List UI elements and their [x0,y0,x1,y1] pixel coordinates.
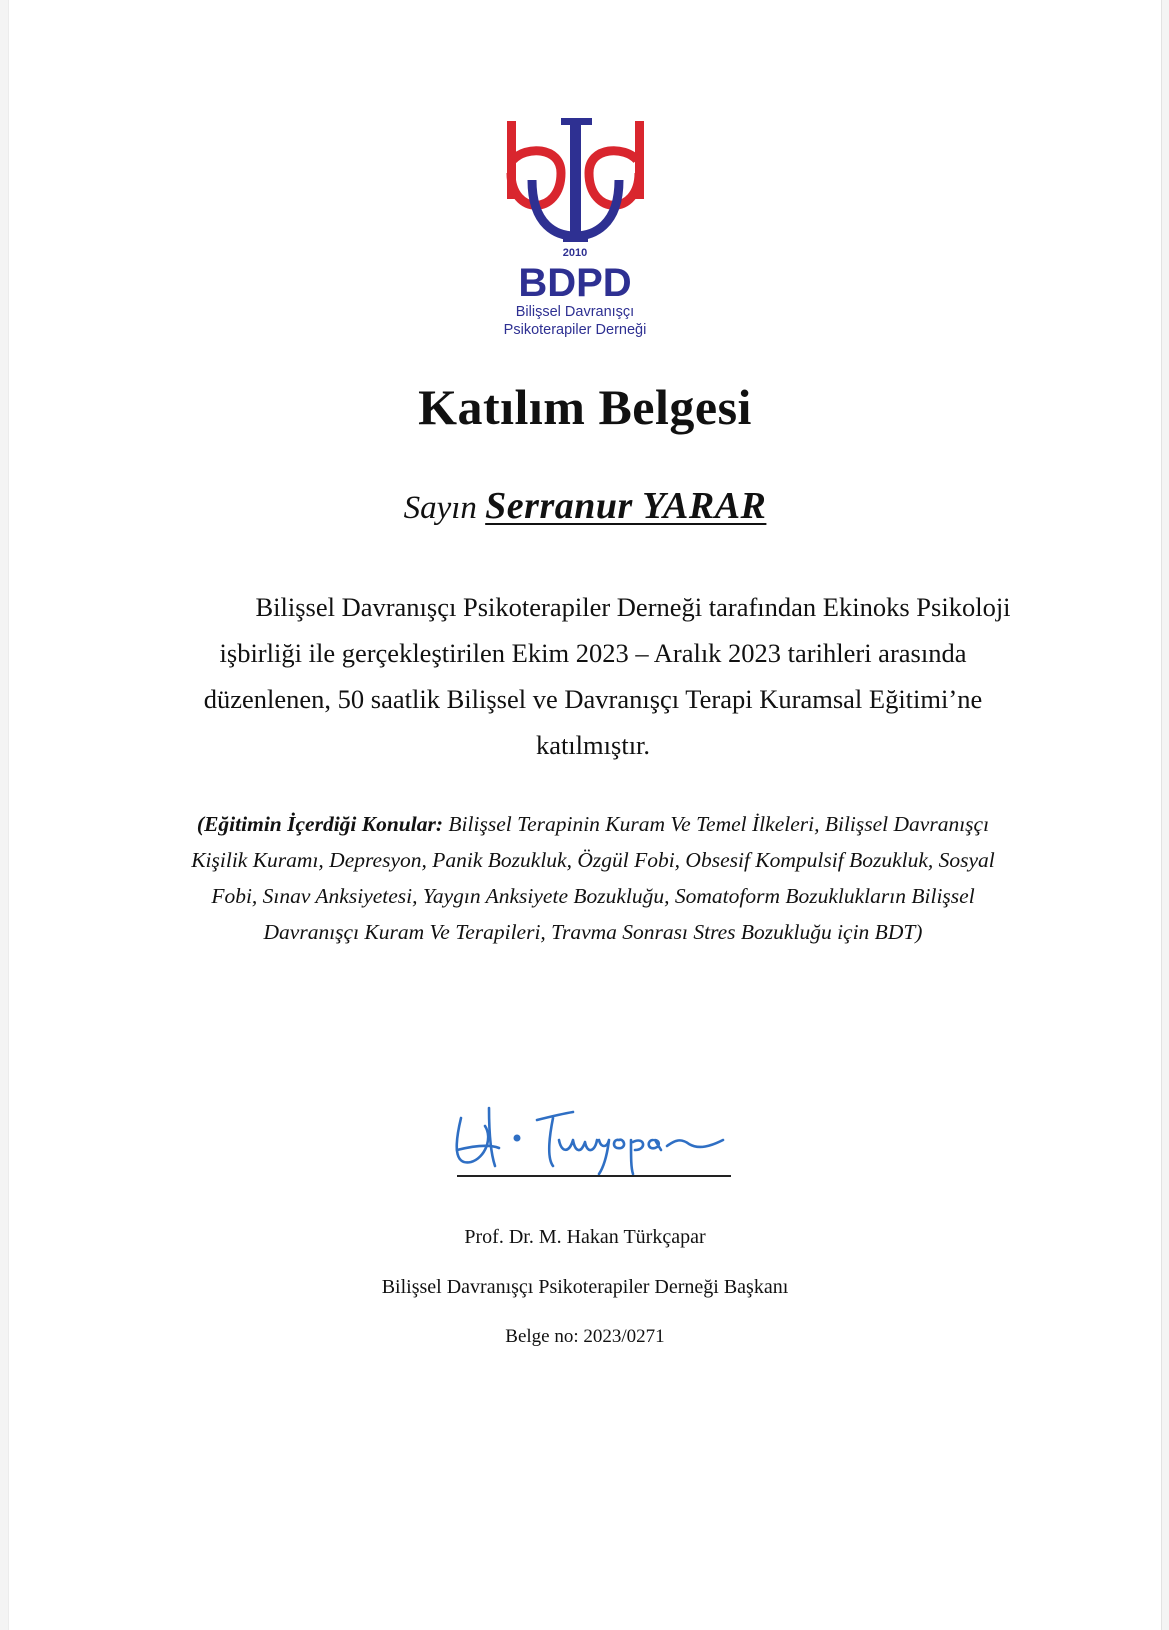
signature-line [457,1175,731,1177]
bdpd-logo [499,118,694,358]
certificate-page [8,0,1162,1630]
certificate-body [169,584,1017,768]
greeting-prefix: Sayın [403,490,477,526]
logo-acronym: BDPD [518,261,632,305]
topics-text: Bilişsel Terapinin Kuram Ve Temel İlkeleri, Bilişsel Davranışçı Kişilik Kuramı, Depresyon, Panik Bozukluk, Özgül Fobi, Obsesif Kompulsif Bozukluk, Sosyal Fobi, Sınav Anksiyetesi, Yaygın Anksiyete Bozukluğu, Somatoform Bozuklukların Bilişsel Davranışçı Kuram Ve Terapileri, Travma Sonrası Stres Bozukluğu için BDT) [191,812,995,944]
bdpd-logo-graphic [499,118,694,358]
recipient-greeting [9,484,1161,528]
logo-year: 2010 [562,247,588,259]
certificate-body-text: Bilişsel Davranışçı Psikoterapiler Derneği tarafından Ekinoks Psikoloji işbirliği ile gerçekleştirilen Ekim 2023 – Aralık 2023 tarihleri arasında düzenlenen, 50 saatlik Bilişsel ve Davranışçı Terapi Kuramsal Eğitimi’ne katılmıştır. [203,592,1011,760]
training-topics [169,806,1017,950]
topics-label: (Eğitimin İçerdiği Konular: [196,812,444,836]
recipient-name: Serranur YARAR [485,485,767,527]
logo-name-line2: Psikoterapiler Derneği [503,322,647,338]
document-number: Belge no: 2023/0271 [505,1326,665,1347]
certificate-title: Katılım Belgesi [418,379,752,435]
handwritten-signature [449,1088,739,1178]
signer-title: Bilişsel Davranışçı Psikoterapiler Derneği Başkanı [381,1276,789,1298]
logo-name-line1: Bilişsel Davranışçı [515,304,635,320]
signer-name: Prof. Dr. M. Hakan Türkçapar [464,1226,706,1248]
